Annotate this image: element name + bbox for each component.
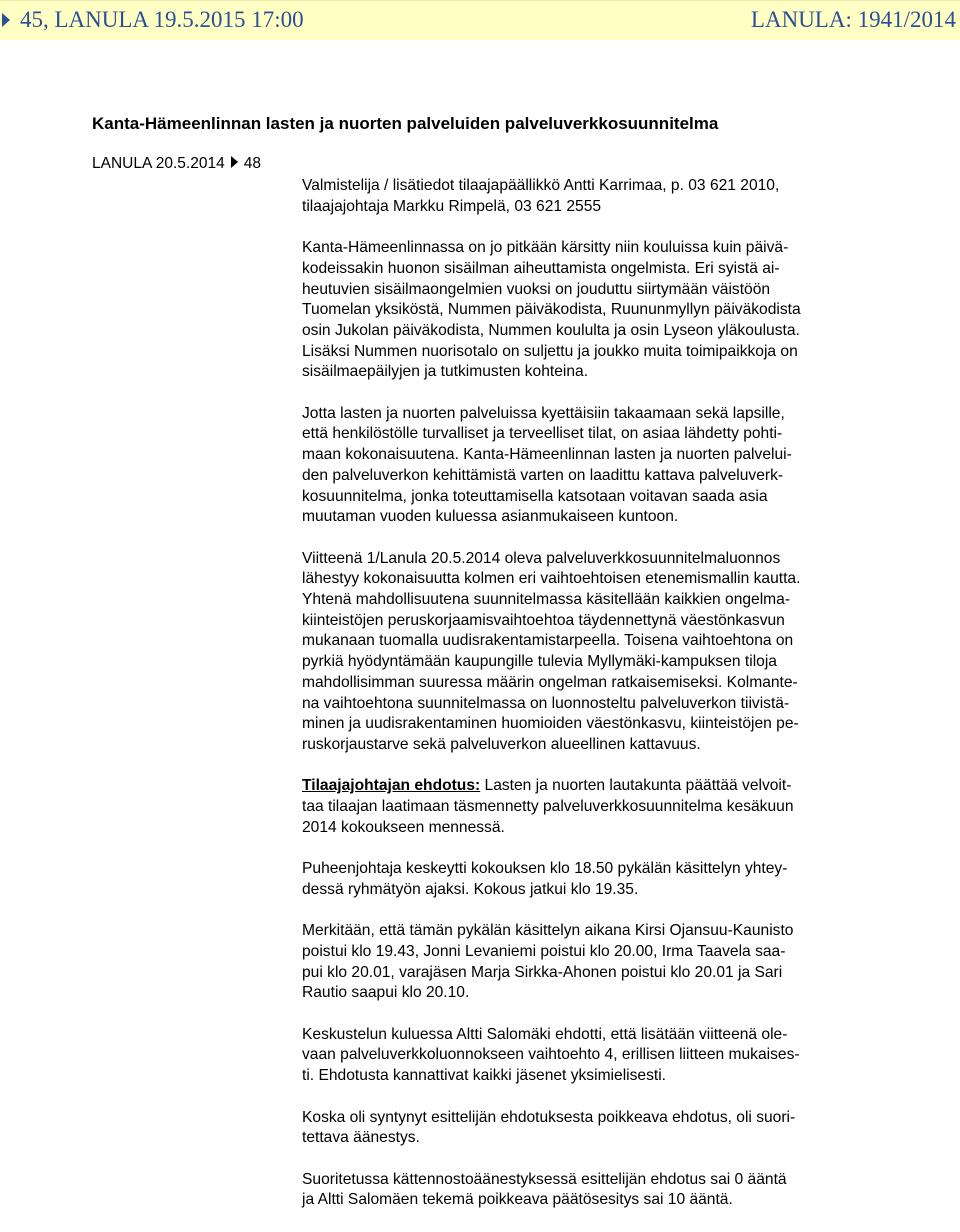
text-line: sisäilmaepäilyjen ja tutkimusten kohteina. — [302, 363, 589, 381]
text-line: Puheenjohtaja keskeytti kokouksen klo 18.50 pykälän käsittelyn yhtey- — [302, 860, 788, 878]
text-line: osin Jukolan päiväkodista, Nummen koululta ja osin Lyseon yläkoulusta. — [302, 321, 800, 339]
paragraph-goal — [302, 404, 942, 528]
text-line: poistui klo 19.43, Jonni Levaniemi poistui klo 20.00, Irma Taavela saa- — [302, 942, 786, 960]
text-line: kodeissakin huonon sisäilman aiheuttamista ongelmista. Eri syistä ai- — [302, 259, 780, 277]
document-title: Kanta-Hämeenlinnan lasten ja nuorten palveluiden palveluverkkosuunnitelma — [92, 114, 719, 133]
header-meeting-text: 45, LANULA 19.5.2015 17:00 — [20, 7, 304, 32]
text-line: Keskustelun kuluessa Altti Salomäki ehdotti, että lisätään viitteenä ole- — [302, 1025, 788, 1043]
header-case-number: LANULA: 1941/2014 — [750, 7, 956, 32]
text-line: Merkitään, että tämän pykälän käsittelyn aikana Kirsi Ojansuu-Kaunisto — [302, 922, 794, 940]
text-line: Yhtenä mahdollisuutena suunnitelmassa käsitellään kaikkien ongelma- — [302, 591, 791, 609]
text-line: Rautio saapui klo 20.10. — [302, 984, 470, 1002]
text-line: pui klo 20.01, varajäsen Marja Sirkka-Ahonen poistui klo 20.01 ja Sari — [302, 963, 783, 981]
text-line: lähestyy kokonaisuutta kolmen eri vaihtoehtoisen etenemismallin kautta. — [302, 570, 801, 588]
text-line: taa tilaajan laatimaan täsmennetty palveluverkkosuunnitelma kesäkuun — [302, 798, 794, 816]
page-header — [0, 0, 960, 40]
proposal-text: Lasten ja nuorten lautakunta päättää velvoit- — [480, 777, 792, 795]
arrow-right-icon — [2, 13, 10, 27]
text-line: pyrkiä hyödyntämään kaupungille tulevia Myllymäki-kampuksen tiloja — [302, 653, 777, 671]
text-line: vaan palveluverkkoluonnokseen vaihtoehto 4, erillisen liitteen mukaises- — [302, 1046, 800, 1064]
paragraph-proposal — [302, 776, 942, 838]
text-line: maan kokonaisuutena. Kanta-Hämeenlinnan lasten ja nuorten palvelui- — [302, 446, 792, 464]
text-line: ti. Ehdotusta kannattivat kaikki jäsenet yksimielisesti. — [302, 1067, 667, 1085]
text-line: Kanta-Hämeenlinnassa on jo pitkään kärsitty niin kouluissa kuin päivä- — [302, 239, 789, 257]
text-line: ja Altti Salomäen tekemä poikkeava päätösesitys sai 10 ääntä. — [302, 1191, 733, 1209]
text-line: että henkilöstölle turvalliset ja terveelliset tilat, on asiaa lähdetty pohti- — [302, 425, 783, 443]
paragraph-preparer — [302, 176, 942, 217]
text-line: muutaman vuoden kuluessa asianmukaiseen kuntoon. — [302, 508, 679, 526]
text-line: ruskorjaustarve sekä palveluverkon alueellinen kattavuus. — [302, 735, 701, 753]
text-line: kosuunnitelma, jonka toteuttamisella katsotaan voitavan saada asia — [302, 487, 768, 505]
paragraph-alternatives — [302, 549, 942, 756]
paragraph-recess — [302, 859, 942, 900]
text-line: Valmistelija / lisätiedot tilaajapäällikkö Antti Karrimaa, p. 03 621 2010, — [302, 177, 780, 194]
text-line: dessä ryhmätyön ajaksi. Kokous jatkui klo 19.35. — [302, 880, 639, 898]
text-line: Tuomelan yksiköstä, Nummen päiväkodista, Ruununmyllyn päiväkodista — [302, 301, 801, 319]
section-reference — [92, 155, 261, 173]
section-number: 48 — [243, 155, 261, 172]
text-line: heutuvien sisäilmaongelmien vuoksi on jouduttu siirtymään väistöön — [302, 280, 771, 298]
paragraph-background — [302, 238, 942, 383]
text-line: tettava äänestys. — [302, 1129, 420, 1147]
text-line: tilaajajohtaja Markku Rimpelä, 03 621 2555 — [302, 197, 602, 215]
document-body — [302, 176, 942, 1232]
text-line: den palveluverkon kehittämistä varten on laadittu kattava palveluverk- — [302, 466, 784, 484]
paragraph-vote-result — [302, 1170, 942, 1211]
header-meeting-info — [2, 7, 304, 33]
text-line: Jotta lasten ja nuorten palveluissa kyettäisiin takaamaan sekä lapsille, — [302, 404, 785, 422]
paragraph-discussion — [302, 1025, 942, 1087]
paragraph-vote-needed — [302, 1108, 942, 1149]
text-line: mahdollisimman suuressa määrin ongelman ratkaisemiseksi. Kolmante- — [302, 673, 798, 691]
text-line: Viitteenä 1/Lanula 20.5.2014 oleva palveluverkkosuunnitelmaluonnos — [302, 549, 781, 567]
text-line: Lisäksi Nummen nuorisotalo on suljettu ja joukko muita toimipaikkoja on — [302, 342, 798, 360]
text-line: na vaihtoehtona suunnitelmassa on luonnosteltu palveluverkon tiivistä- — [302, 694, 790, 712]
text-line: Suoritetussa kättennostoäänestyksessä esittelijän ehdotus sai 0 ääntä — [302, 1170, 787, 1188]
arrow-right-icon — [231, 156, 238, 168]
proposal-label: Tilaajajohtajan ehdotus: — [302, 777, 481, 795]
text-line — [302, 776, 942, 797]
paragraph-attendance — [302, 921, 942, 1004]
text-line: mukanaan tuomalla uudisrakentamistarpeella. Toisena vaihtoehtona on — [302, 632, 794, 650]
text-line: 2014 kokoukseen mennessä. — [302, 818, 505, 836]
section-ref-text: LANULA 20.5.2014 — [92, 155, 225, 172]
text-line: kiinteistöjen peruskorjaamisvaihtoehtoa täydennettynä väestönkasvun — [302, 611, 785, 629]
text-line: minen ja uudisrakentaminen huomioiden väestönkasvu, kiinteistöjen pe- — [302, 715, 799, 733]
text-line: Koska oli syntynyt esittelijän ehdotuksesta poikkeava ehdotus, oli suori- — [302, 1108, 796, 1126]
